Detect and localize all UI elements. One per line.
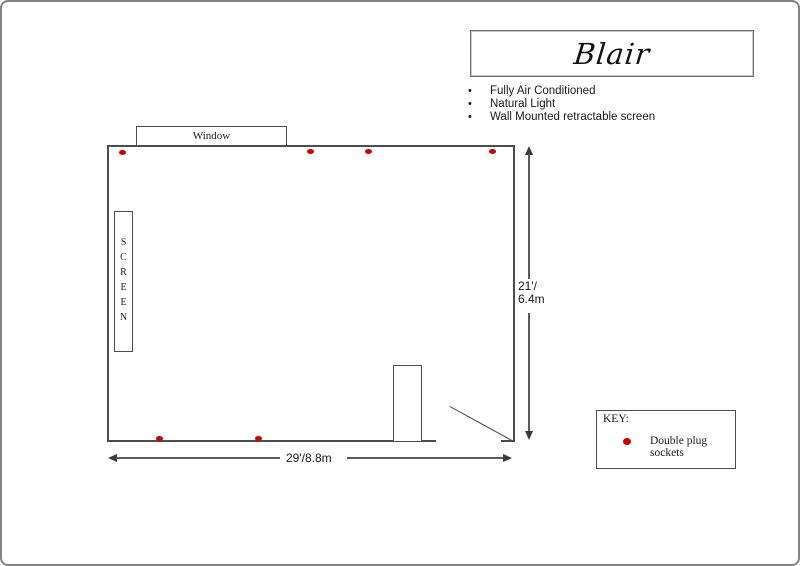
room-height-label: [516, 279, 547, 307]
feature-list: [463, 85, 655, 124]
key-entry-label: Double plug sockets: [650, 435, 708, 459]
wall-left: [107, 145, 109, 442]
room-title-box: [470, 30, 754, 77]
socket-dot: [156, 436, 163, 441]
door-swing-line: [450, 406, 513, 441]
socket-dot-icon: [623, 438, 631, 445]
bullet-icon: •: [468, 98, 472, 110]
socket-dot: [255, 436, 262, 441]
wall-bottom-right: [501, 440, 515, 442]
dimension-line-horizontal: [347, 457, 505, 459]
feature-item: [463, 85, 655, 98]
bullet-icon: •: [468, 85, 472, 97]
feature-label: Fully Air Conditioned: [490, 85, 596, 97]
window-label: Window: [192, 130, 231, 142]
feature-item: [463, 98, 655, 111]
screen-box: [114, 211, 133, 352]
room-title: Blair: [572, 36, 652, 71]
dimension-line-vertical: [528, 154, 530, 281]
room-height-feet: 21'/: [518, 279, 537, 293]
wall-right: [513, 145, 515, 442]
socket-dot: [119, 150, 126, 155]
room-height-meters: 6.4m: [518, 292, 545, 306]
socket-dot: [365, 149, 372, 154]
feature-label: Natural Light: [490, 98, 556, 110]
feature-item: [463, 111, 655, 124]
screen-label: SCREEN: [118, 236, 129, 327]
socket-dot: [489, 149, 496, 154]
bullet-icon: •: [468, 111, 472, 123]
dimension-line-horizontal: [116, 457, 280, 459]
dimension-arrow-down-icon: [525, 431, 533, 440]
dimension-line-vertical: [528, 313, 530, 433]
feature-label: Wall Mounted retractable screen: [490, 111, 656, 123]
key-box: [596, 410, 736, 469]
key-title: KEY:: [603, 413, 629, 425]
socket-dot: [307, 149, 314, 154]
window-box: [136, 126, 287, 146]
door-leaf: [393, 365, 422, 442]
dimension-arrow-right-icon: [503, 454, 512, 462]
room-width-label: 29'/8.8m: [286, 451, 332, 465]
